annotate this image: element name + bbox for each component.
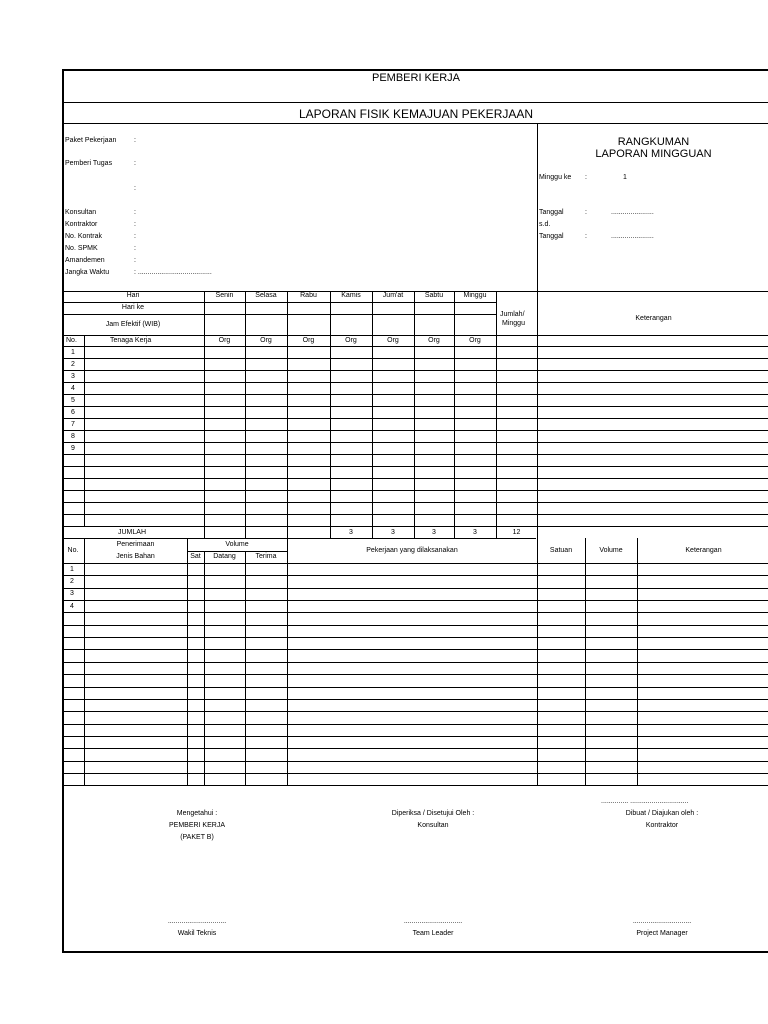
divider — [62, 785, 768, 786]
unit-org: Org — [260, 337, 272, 344]
no-label: No. — [66, 337, 77, 344]
divider — [187, 538, 188, 785]
row-line — [62, 625, 768, 626]
datang-label: Datang — [213, 553, 236, 560]
day-jumat: Jum'at — [382, 292, 404, 299]
tenaga-kerja-label: Tenaga Kerja — [110, 337, 152, 344]
divider — [62, 346, 768, 347]
sig3-line1: Dibuat / Diajukan oleh : — [625, 810, 699, 817]
date2-colon: : — [585, 233, 587, 240]
row-line — [62, 674, 768, 675]
divider — [537, 538, 538, 785]
field-label-kontrak: No. Kontrak — [65, 233, 102, 240]
divider — [187, 551, 287, 552]
field-label-konsultan: Konsultan — [65, 209, 97, 216]
row-line — [62, 502, 768, 503]
unit-org: Org — [428, 337, 440, 344]
row-line — [62, 394, 768, 395]
sig3-role: Project Manager — [636, 930, 688, 937]
date1-colon: : — [585, 209, 587, 216]
row-line — [62, 382, 768, 383]
total-kamis: 3 — [349, 529, 353, 536]
row-line — [62, 454, 768, 455]
day-sabtu: Sabtu — [424, 292, 444, 299]
day-kamis: Kamis — [341, 292, 361, 299]
sig2-line2: Konsultan — [417, 822, 449, 829]
row-line — [62, 418, 768, 419]
sig1-dots: .............................. — [167, 918, 227, 925]
row-line — [62, 430, 768, 431]
unit-org: Org — [387, 337, 399, 344]
divider — [537, 291, 538, 538]
unit-org: Org — [302, 337, 315, 344]
total-label: JUMLAH — [118, 529, 147, 536]
divider — [62, 538, 536, 539]
jumlah-minggu-label: Jumlah/ — [500, 311, 525, 318]
divider — [62, 314, 496, 315]
row-line — [62, 358, 768, 359]
row-line — [62, 761, 768, 762]
keterangan-label: Keterangan — [635, 315, 672, 322]
field-value-extra: : — [134, 185, 136, 192]
volume-label: Volume — [225, 541, 249, 548]
field-value-kontrak: : — [134, 233, 136, 240]
row-line — [62, 406, 768, 407]
week-label: Minggu ke — [539, 174, 572, 181]
row-line — [62, 466, 768, 467]
divider — [414, 291, 415, 538]
row-line — [62, 526, 768, 527]
hari-label: Hari — [126, 292, 140, 299]
summary-subtitle: LAPORAN MINGGUAN — [595, 148, 712, 160]
field-label-kontraktor: Kontraktor — [65, 221, 98, 228]
divider — [287, 538, 288, 785]
row-line — [62, 478, 768, 479]
volume2-label: Volume — [599, 547, 623, 554]
divider — [62, 335, 768, 336]
sig1-role: Wakil Teknis — [177, 930, 217, 937]
divider — [204, 291, 205, 538]
hari-ke-label: Hari ke — [121, 304, 145, 311]
row-number: 8 — [71, 433, 75, 440]
jam-efektif-label: Jam Efektif (WIB) — [105, 321, 161, 328]
row-line — [62, 637, 768, 638]
sig2-dots: .............................. — [403, 918, 463, 925]
sig2-role: Team Leader — [412, 930, 454, 937]
divider — [62, 123, 768, 124]
divider — [62, 563, 768, 564]
field-value-paket: : — [134, 137, 136, 144]
unit-org: Org — [345, 337, 357, 344]
field-label-paket: Paket Pekerjaan — [65, 137, 117, 144]
row-line — [62, 612, 768, 613]
field-value-kontraktor: : — [134, 221, 136, 228]
sig3-dots: .............................. — [632, 918, 692, 925]
pekerjaan-label: Pekerjaan yang dilaksanakan — [366, 547, 458, 554]
total-jumat: 3 — [391, 529, 395, 536]
sd-label: s.d. — [539, 221, 551, 228]
mat-row-number: 3 — [70, 590, 74, 597]
divider — [84, 538, 85, 785]
row-line — [62, 575, 768, 576]
row-line — [62, 370, 768, 371]
date1-value: ...................... — [611, 209, 654, 216]
row-line — [62, 514, 768, 515]
terima-label: Terima — [255, 553, 277, 560]
field-value-amandemen: : — [134, 257, 136, 264]
day-minggu: Minggu — [463, 292, 487, 299]
sig1-line2: PEMBERI KERJA — [168, 822, 225, 829]
total-sabtu: 3 — [432, 529, 436, 536]
field-label-spmk: No. SPMK — [65, 245, 98, 252]
total-minggu: 3 — [473, 529, 477, 536]
sig1-line3: (PAKET B) — [180, 834, 214, 841]
row-line — [62, 711, 768, 712]
row-line — [62, 649, 768, 650]
unit-org: Org — [218, 337, 231, 344]
report-title: LAPORAN FISIK KEMAJUAN PEKERJAAN — [298, 107, 534, 121]
date1-label: Tanggal — [539, 209, 564, 216]
divider — [454, 291, 455, 538]
sig3-line2: Kontraktor — [645, 822, 679, 829]
day-senin: Senin — [215, 292, 234, 299]
day-rabu: Rabu — [300, 292, 317, 299]
row-number: 3 — [71, 373, 75, 380]
row-number: 9 — [71, 445, 75, 452]
field-value-konsultan: : — [134, 209, 136, 216]
row-line — [62, 687, 768, 688]
day-selasa: Selasa — [255, 292, 277, 299]
penerimaan-label: Penerimaan — [116, 541, 155, 548]
row-line — [62, 490, 768, 491]
divider — [372, 291, 373, 538]
top-right-dots: .............. .............................. — [601, 798, 689, 805]
week-colon: : — [585, 174, 587, 181]
divider — [62, 102, 768, 103]
divider — [585, 538, 586, 785]
row-number: 2 — [71, 361, 75, 368]
date2-label: Tanggal — [539, 233, 564, 240]
employer-heading: PEMBERI KERJA — [371, 72, 461, 84]
row-line — [62, 773, 768, 774]
row-line — [62, 748, 768, 749]
mat-keterangan-label: Keterangan — [685, 547, 722, 554]
field-label-jangka: Jangka Waktu — [65, 269, 110, 276]
field-value-spmk: : — [134, 245, 136, 252]
field-value-pemberi-tugas: : — [134, 160, 136, 167]
divider — [84, 335, 85, 527]
report-frame — [62, 69, 768, 953]
satuan-label: Satuan — [549, 547, 573, 554]
row-number: 5 — [71, 397, 75, 404]
total-jumlah: 12 — [512, 529, 521, 536]
sig1-line1: Mengetahui : — [176, 810, 218, 817]
field-label-pemberi-tugas: Pemberi Tugas — [65, 160, 113, 167]
divider — [245, 551, 246, 785]
divider — [637, 538, 638, 785]
divider — [204, 551, 205, 785]
summary-title: RANGKUMAN — [617, 136, 690, 148]
mat-no-label: No. — [67, 547, 79, 554]
row-number: 7 — [71, 421, 75, 428]
divider — [330, 291, 331, 538]
sig2-line1: Diperiksa / Disetujui Oleh : — [391, 810, 475, 817]
row-line — [62, 724, 768, 725]
divider — [245, 291, 246, 538]
unit-org: Org — [469, 337, 481, 344]
sat-label: Sat — [190, 553, 201, 560]
row-line — [62, 699, 768, 700]
week-value: 1 — [623, 174, 627, 181]
jenis-bahan-label: Jenis Bahan — [116, 553, 155, 560]
row-line — [62, 662, 768, 663]
row-number: 6 — [71, 409, 75, 416]
row-line — [62, 736, 768, 737]
divider — [496, 291, 497, 538]
field-label-amandemen: Amandemen — [65, 257, 105, 264]
row-number: 4 — [71, 385, 75, 392]
row-line — [62, 588, 768, 589]
divider — [62, 302, 496, 303]
mat-row-number: 4 — [70, 603, 74, 610]
date2-value: ...................... — [611, 233, 654, 240]
row-line — [62, 600, 768, 601]
divider — [287, 291, 288, 538]
row-number: 1 — [71, 349, 75, 356]
mat-row-number: 1 — [70, 566, 74, 573]
field-value-jangka: : ...................................... — [134, 269, 212, 276]
mat-row-number: 2 — [70, 578, 74, 585]
row-line — [62, 442, 768, 443]
jumlah-minggu-label-2: Minggu — [502, 320, 525, 327]
